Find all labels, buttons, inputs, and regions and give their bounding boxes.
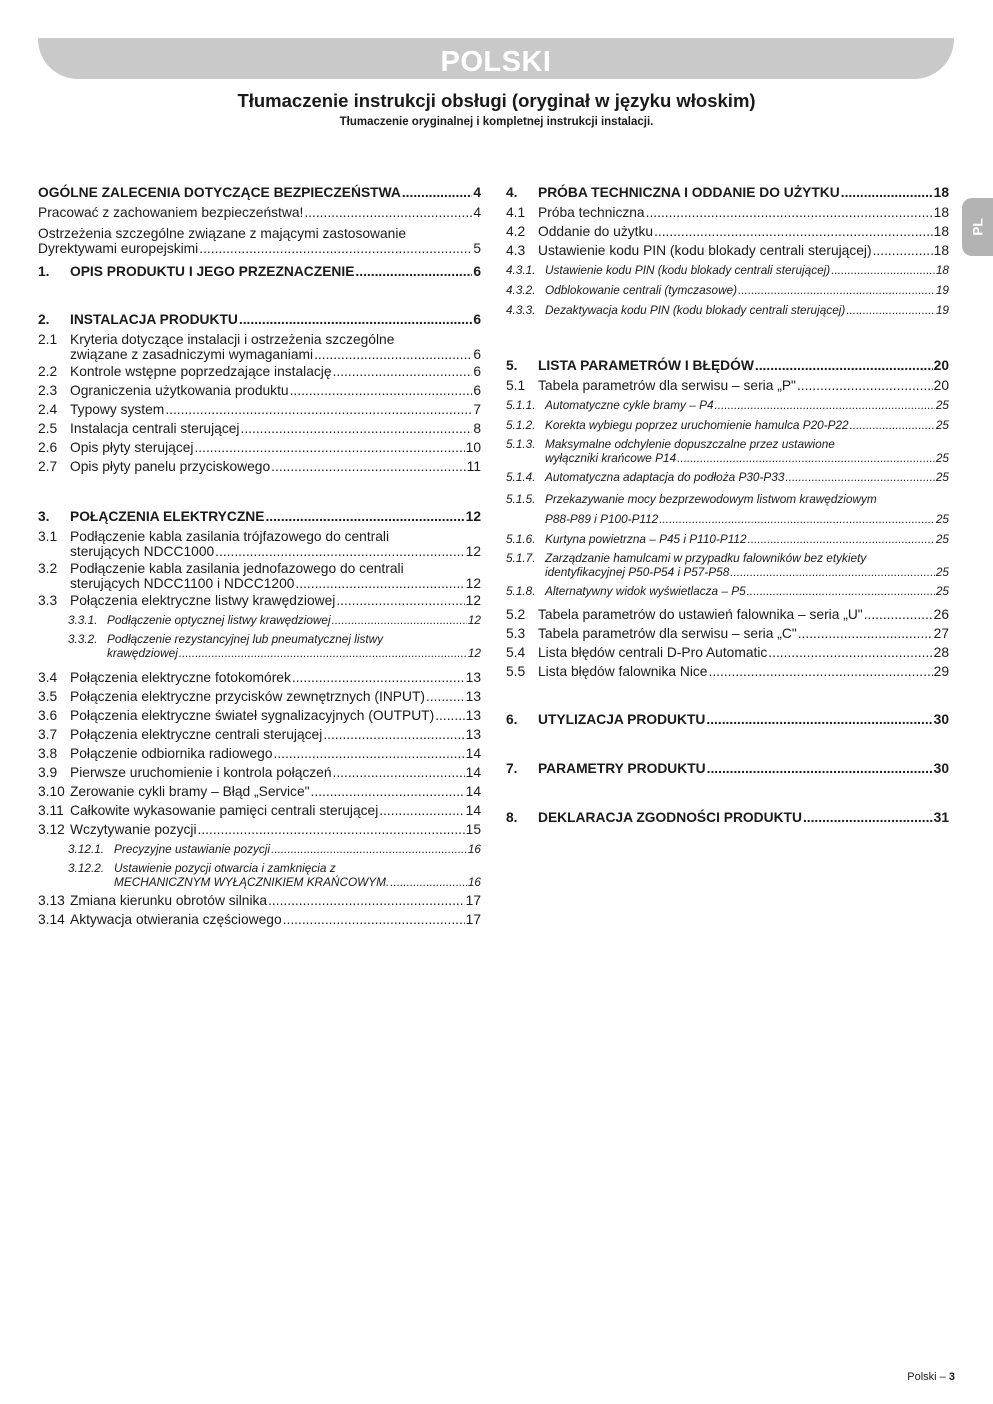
toc-entry-text-line2: sterujących NDCC1000 [70,544,215,559]
toc-leader [873,241,933,260]
toc-entry-text-line1: Podłączenie kabla zasilania jednofazowego do centrali [70,561,404,576]
toc-entry-number: 5.1.5. [506,492,536,506]
toc-entry-page: 12 [467,613,481,627]
toc-leader [336,591,464,610]
toc-entry-number: 2.5 [38,421,58,436]
toc-leader [165,400,472,419]
toc-entry[interactable] [38,891,481,910]
toc-entry-page: 13 [465,727,481,742]
toc-entry[interactable] [38,309,481,330]
toc-entry-text-line1: Maksymalne odchylenie dopuszczalne przez ustawione [545,437,835,451]
toc-entry-text: INSTALACJA PRODUKTU [70,312,238,327]
toc-entry-number: 3.11 [38,803,64,818]
toc-entry-page: 18 [935,263,949,277]
toc-entry-number: 3. [38,509,50,524]
toc-entry-page: 11 [466,459,481,474]
toc-entry[interactable] [506,624,949,643]
toc-entry-page: 6 [473,383,481,398]
toc-entry-page: 27 [933,626,949,641]
toc-entry-page: 14 [465,765,481,780]
toc-entry-number: 3.10 [38,784,65,799]
toc-entry-text: Podłączenie optycznej listwy krawędziowej [107,613,331,627]
toc-entry-text-line2: P88-P89 i P100-P112 [545,512,659,526]
toc-entry-page: 19 [935,283,949,297]
toc-leader [747,582,935,601]
toc-entry-number: 3.14 [38,912,65,927]
toc-entry-number: 3.3 [38,593,58,608]
toc-entry-text-line2: MECHANICZNYM WYŁĄCZNIKIEM KRAŃCOWYM. [114,875,390,889]
toc-entry-number: 3.12.1. [68,842,105,856]
toc-entry[interactable] [506,487,949,529]
toc-entry[interactable] [506,435,949,465]
toc-leader [435,706,464,725]
toc-entry[interactable] [506,662,949,681]
toc-entry-page: 17 [465,912,481,927]
toc-entry-text: Całkowite wykasowanie pamięci centrali sterującej [70,803,379,818]
toc-entry-page: 15 [465,822,481,837]
toc-entry[interactable] [38,859,481,889]
toc-leader [283,910,465,929]
toc-leader [215,544,464,559]
toc-leader [198,820,465,839]
toc-entry-number: 8. [506,810,518,825]
toc-leader [390,875,467,889]
toc-leader [199,241,472,256]
toc-entry-number: 5.4 [506,645,526,660]
toc-entry-text-line2: związane z zasadniczymi wymaganiami [70,347,314,362]
toc-entry[interactable] [506,241,949,260]
toc-leader [850,416,935,435]
toc-entry-page: 25 [935,532,949,546]
toc-entry-text: Ograniczenia użytkowania produktu [70,383,289,398]
toc-entry-number: 3.9 [38,765,58,780]
toc-entry[interactable] [38,559,481,591]
toc-entry-text: Połączenia elektryczne świateł sygnalizacyjnych (OUTPUT) [70,708,435,723]
toc-leader [738,281,935,300]
toc-entry-number: 3.12 [38,822,65,837]
toc-leader [785,468,934,487]
toc-entry-text-line2: wyłączniki krańcowe P14 [545,451,677,465]
toc-entry-text: Kurtyna powietrzna – P45 i P110-P112 [545,532,747,546]
toc-entry-number: 3.3.1. [68,613,98,627]
toc-entry-page: 13 [465,689,481,704]
toc-entry-page: 4 [473,185,481,200]
toc-entry-number: 4.3.3. [506,303,536,317]
toc-entry-number: 5.1.1. [506,398,536,412]
toc-entry-text: Pierwsze uruchomienie i kontrola połączeń [70,765,332,780]
toc-entry-number: 6. [506,712,518,727]
toc-entry-page: 18 [933,243,949,258]
toc-entry-number: 5.2 [506,607,526,622]
toc-entry[interactable] [38,744,481,763]
document-title: Tłumaczenie instrukcji obsługi (oryginał w języku włoskim) [237,90,756,111]
toc-entry[interactable] [506,709,949,730]
toc-entry-page: 6 [473,264,481,279]
toc-entry[interactable] [506,465,949,487]
toc-entry-number: 2.4 [38,402,58,417]
toc-leader [268,891,465,910]
toc-entry-text: Automatyczne cykle bramy – P4 [545,398,714,412]
toc-entry[interactable] [506,807,949,828]
toc-entry-page: 12 [465,544,481,559]
toc-entry-text-line1: Ustawienie pozycji otwarcia i zamknięcia z [114,861,336,875]
page-footer [907,1371,955,1383]
toc-entry-number: 3.5 [38,689,58,704]
toc-leader [831,261,935,280]
toc-entry-page: 14 [465,803,481,818]
toc-entry-text: Instalacja centrali sterującej [70,421,240,436]
toc-entry-page: 7 [473,402,481,417]
toc-entry-text: Odblokowanie centrali (tymczasowe) [545,283,738,297]
toc-entry-text: Alternatywny widok wyświetlacza – P5 [545,584,746,598]
toc-leader [332,611,467,630]
toc-entry-number: 4. [506,185,518,200]
toc-entry-page: 6 [473,364,481,379]
toc-entry-page: 14 [465,746,481,761]
toc-entry-page: 19 [935,303,949,317]
toc-entry-text: LISTA PARAMETRÓW I BŁĘDÓW [538,358,754,373]
toc-entry[interactable] [38,687,481,706]
toc-leader [426,687,465,706]
toc-leader [803,807,933,828]
toc-entry[interactable] [38,839,481,859]
toc-entry-text: DEKLARACJA ZGODNOŚCI PRODUKTU [538,810,802,825]
toc-entry-page: 26 [933,607,949,622]
toc-entry-text: Lista błędów centrali D-Pro Automatic [538,645,768,660]
toc-left-column [38,182,481,929]
document-subtitle: Tłumaczenie oryginalnej i kompletnej instrukcji instalacji. [339,116,654,128]
toc-entry[interactable] [38,506,481,527]
toc-leader [355,261,472,282]
toc-entry-number: 5.1.4. [506,470,536,484]
toc-entry[interactable] [506,260,949,280]
toc-entry-text: Połączenia elektryczne przycisków zewnętrznych (INPUT) [70,689,426,704]
toc-entry-text: Wczytywanie pozycji [70,822,197,837]
toc-leader [797,376,933,395]
toc-entry-text: Połączenia elektryczne centrali sterującej [70,727,323,742]
toc-entry-number: 4.2 [506,224,526,239]
toc-entry-page: 28 [933,645,949,660]
toc-entry-page: 17 [465,893,481,908]
toc-entry[interactable] [506,280,949,300]
toc-entry-number: 5. [506,358,518,373]
toc-entry-page: 30 [933,761,949,776]
toc-entry[interactable] [506,355,949,376]
toc-leader [194,438,464,457]
toc-leader [646,203,933,222]
toc-leader [304,203,472,222]
toc-entry-page: 14 [465,784,481,799]
toc-leader [402,182,472,203]
toc-entry-text: Kontrole wstępne poprzedzające instalację [70,364,332,379]
toc-entry-number: 4.3.1. [506,263,536,277]
toc-entry-page: 6 [473,312,481,327]
toc-entry-text: Tabela parametrów dla serwisu – seria „C" [538,626,797,641]
toc-entry-number: 2.7 [38,459,58,474]
toc-leader [708,662,932,681]
toc-entry-page: 25 [935,398,949,412]
toc-entry-number: 5.1.3. [506,437,536,451]
toc-entry[interactable] [38,820,481,839]
toc-entry-number: 2.1 [38,332,58,347]
toc-entry[interactable] [38,591,481,610]
toc-entry[interactable] [38,224,481,256]
toc-entry[interactable] [506,415,949,435]
toc-leader [179,646,467,660]
toc-entry-page: 18 [933,185,949,200]
toc-leader [706,709,932,730]
toc-entry-page: 18 [933,205,949,220]
page-number: 3 [948,1371,955,1383]
toc-entry-text: Ustawienie kodu PIN (kodu blokady centrali sterującej) [545,263,831,277]
toc-leader [274,744,465,763]
toc-entry-page: 8 [473,421,481,436]
toc-entry[interactable] [38,610,481,630]
toc-entry[interactable] [38,438,481,457]
toc-entry-page: 4 [473,205,481,220]
toc-entry-text-line1: Zarządzanie hamulcami w przypadku falowników bez etykiety [545,551,867,565]
toc-entry[interactable] [38,362,481,381]
toc-entry[interactable] [506,182,949,203]
toc-entry-text: Precyzyjne ustawianie pozycji [114,842,271,856]
toc-entry-text: Połączenia elektryczne fotokomórek [70,670,291,685]
toc-entry-page: 12 [465,576,481,591]
toc-leader [271,840,467,859]
toc-entry-text: Ustawienie kodu PIN (kodu blokady centrali sterującej) [538,243,872,258]
toc-entry-text: Połączenia elektryczne listwy krawędziowej [70,593,336,608]
toc-entry[interactable] [506,758,949,779]
toc-leader [295,576,464,591]
toc-entry-page: 16 [467,875,481,889]
toc-leader [755,355,933,376]
toc-entry-text: Pracować z zachowaniem bezpieczeństwa! [38,205,304,220]
toc-entry-number: 5.1.6. [506,532,536,546]
toc-entry[interactable] [38,725,481,744]
toc-entry[interactable] [38,527,481,559]
toc-leader [240,419,472,438]
toc-entry-number: 4.3 [506,243,526,258]
toc-entry-number: 3.7 [38,727,58,742]
toc-entry[interactable] [38,419,481,438]
toc-entry-text-line2: sterujących NDCC1100 i NDCC1200 [70,576,295,591]
toc-leader [841,182,933,203]
toc-leader [659,509,935,529]
toc-leader [379,801,464,820]
side-tab-label: PL [970,218,985,236]
toc-entry[interactable] [506,529,949,549]
toc-entry[interactable] [38,910,481,929]
toc-entry-text: Tabela parametrów dla serwisu – seria „P" [538,378,796,393]
toc-entry-text: OPIS PRODUKTU I JEGO PRZEZNACZENIE [70,264,355,279]
toc-entry[interactable] [506,395,949,415]
toc-entry-text: Opis płyty panelu przyciskowego [70,459,271,474]
toc-entry[interactable] [38,381,481,400]
toc-entry[interactable] [38,801,481,820]
toc-entry-text: Automatyczna adaptacja do podłoża P30-P33 [545,470,785,484]
toc-entry[interactable] [38,668,481,687]
toc-entry-text-line1: Podłączenie rezystancyjnej lub pneumatycznej listwy [107,632,384,646]
toc-entry-page: 30 [933,712,949,727]
toc-leader [265,506,464,527]
toc-entry[interactable] [38,203,481,222]
toc-entry-page: 25 [935,565,949,579]
toc-entry-text: Połączenie odbiornika radiowego [70,746,273,761]
toc-entry[interactable] [506,549,949,579]
toc-leader [333,763,465,782]
toc-leader [239,309,472,330]
toc-entry-text-line2: krawędziowej [107,646,178,660]
toc-entry-text: UTYLIZACJA PRODUKTU [538,712,706,727]
toc-leader [707,758,933,779]
toc-entry-text: PRÓBA TECHNICZNA I ODDANIE DO UŻYTKU [538,185,840,200]
toc-leader [748,530,935,549]
toc-entry-text-line1: Ostrzeżenia szczególne związane z mającymi zastosowanie [38,226,407,241]
toc-entry-page: 25 [935,470,949,484]
toc-entry[interactable] [38,182,481,203]
toc-entry-page: 12 [465,509,481,524]
toc-entry-text: Zerowanie cykli bramy – Błąd „Service" [70,784,310,799]
footer-label: Polski – [907,1371,946,1383]
toc-leader [271,457,466,476]
toc-entry[interactable] [506,579,949,601]
toc-entry-page: 20 [933,358,949,373]
toc-entry-number: 3.1 [38,529,58,544]
toc-entry-number: 3.3.2. [68,632,98,646]
toc-entry-number: 7. [506,761,518,776]
toc-entry[interactable] [38,400,481,419]
toc-entry-page: 25 [935,451,949,465]
toc-entry-page: 6 [473,347,481,362]
toc-entry-page: 12 [465,593,481,608]
banner-title: POLSKI [440,46,552,78]
toc-entry[interactable] [38,782,481,801]
toc-entry-number: 3.13 [38,893,65,908]
toc-entry-page: 25 [935,418,949,432]
toc-entry[interactable] [506,605,949,624]
toc-entry-page: 16 [467,842,481,856]
toc-entry-page: 13 [465,708,481,723]
toc-entry-page: 29 [933,664,949,679]
toc-entry-number: 3.2 [38,561,58,576]
toc-entry-text: Aktywacja otwierania częściowego [70,912,282,927]
toc-entry-text: POŁĄCZENIA ELEKTRYCZNE [70,509,265,524]
toc-leader [333,362,473,381]
toc-entry-page: 18 [933,224,949,239]
toc-entry[interactable] [506,222,949,241]
toc-entry-text: Oddanie do użytku [538,224,654,239]
toc-entry-number: 4.3.2. [506,283,536,297]
language-banner [38,38,954,79]
toc-entry-page: 10 [465,440,481,455]
toc-entry-number: 3.8 [38,746,58,761]
toc-entry-text: Zmiana kierunku obrotów silnika [70,893,268,908]
toc-entry-number: 1. [38,264,50,279]
toc-entry-text: Lista błędów falownika Nice [538,664,708,679]
toc-entry-text: PARAMETRY PRODUKTU [538,761,706,776]
toc-entry[interactable] [38,763,481,782]
toc-entry-number: 5.1 [506,378,526,393]
toc-entry-number: 5.1.8. [506,584,536,598]
toc-entry-page: 5 [473,241,481,256]
language-side-tab [962,198,993,256]
toc-entry-text-line2: Dyrektywami europejskimi [38,241,199,256]
toc-entry-text: Dezaktywacja kodu PIN (kodu blokady centrali sterującej) [545,303,846,317]
toc-leader [292,668,465,687]
toc-entry-page: 12 [467,646,481,660]
toc-entry[interactable] [38,457,481,476]
toc-leader [323,725,464,744]
toc-entry[interactable] [506,300,949,320]
toc-entry-number: 5.1.7. [506,551,536,565]
toc-entry-number: 2.6 [38,440,58,455]
toc-entry-number: 5.1.2. [506,418,536,432]
toc-leader [846,301,935,320]
toc-entry-text: Korekta wybiegu poprzez uruchomienie hamulca P20-P22 [545,418,849,432]
toc-entry-text: Tabela parametrów do ustawień falownika – seria „U" [538,607,863,622]
toc-leader [798,624,933,643]
toc-entry-number: 3.4 [38,670,58,685]
toc-leader [864,605,933,624]
toc-entry-page: 20 [933,378,949,393]
toc-entry-number: 3.6 [38,708,58,723]
toc-entry-number: 5.5 [506,664,526,679]
toc-entry[interactable] [38,261,481,282]
toc-entry[interactable] [506,643,949,662]
toc-entry-number: 5.3 [506,626,526,641]
toc-entry[interactable] [506,376,949,395]
toc-entry-number: 2.2 [38,364,58,379]
toc-entry-page: 25 [935,584,949,598]
toc-entry-text: Typowy system [70,402,165,417]
toc-entry-text: Próba techniczna [538,205,645,220]
toc-entry-text-line1: Kryteria dotyczące instalacji i ostrzeżenia szczególne [70,332,395,347]
toc-entry-number: 2. [38,312,50,327]
toc-entry[interactable] [38,706,481,725]
toc-entry-text-line1: Podłączenie kabla zasilania trójfazowego do centrali [70,529,390,544]
toc-leader [715,396,935,415]
toc-entry[interactable] [506,203,949,222]
toc-entry-page: 25 [935,512,949,526]
toc-entry-page: 13 [465,670,481,685]
toc-entry[interactable] [38,630,481,660]
toc-entry-text: Opis płyty sterującej [70,440,194,455]
toc-entry-page: 31 [933,810,949,825]
toc-leader [768,643,932,662]
toc-entry-number: 3.12.2. [68,861,105,875]
toc-leader [730,565,935,579]
toc-entry-number: 4.1 [506,205,526,220]
toc-right-column [506,182,949,828]
toc-leader [654,222,933,241]
toc-entry-text: OGÓLNE ZALECENIA DOTYCZĄCE BEZPIECZEŃSTWA [38,185,401,200]
toc-entry-number: 2.3 [38,383,58,398]
toc-leader [677,451,935,465]
toc-leader [314,347,472,362]
toc-leader [290,381,473,400]
toc-entry-text-line2: identyfikacyjnej P50-P54 i P57-P58 [545,565,730,579]
toc-leader [311,782,465,801]
toc-entry-text-line1: Przekazywanie mocy bezprzewodowym listwom krawędziowym [545,492,877,506]
toc-entry[interactable] [38,330,481,362]
